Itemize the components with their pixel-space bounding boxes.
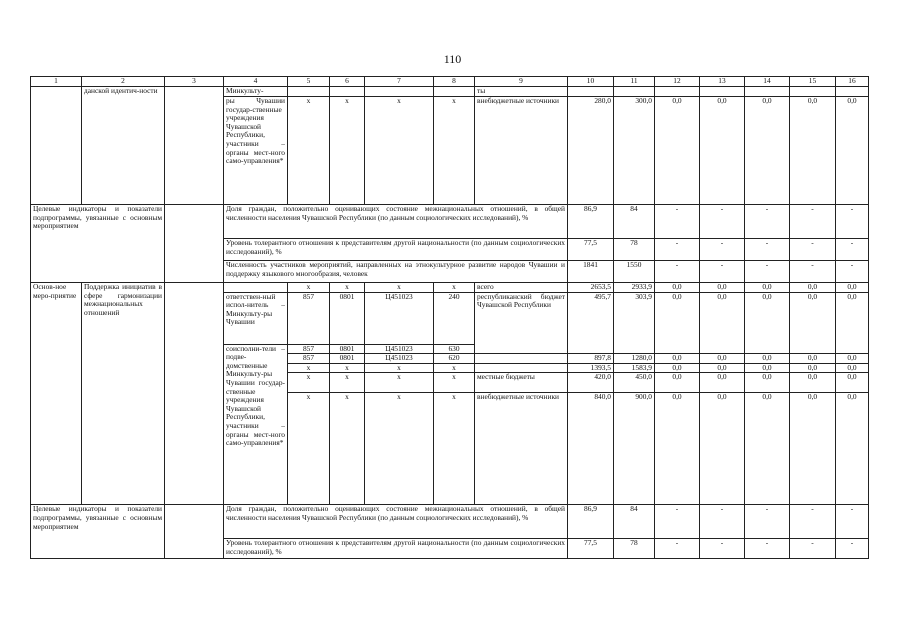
main-event-label: Основ-ное меро-приятие xyxy=(31,283,82,505)
table-cell: 1583,9 xyxy=(614,363,655,373)
table-cell xyxy=(790,87,836,97)
table-cell: 0,0 xyxy=(836,283,869,293)
header-cell: 5 xyxy=(288,77,330,87)
table-cell: 0,0 xyxy=(790,393,836,505)
table-cell: 0,0 xyxy=(745,283,790,293)
table-cell: 77,5 xyxy=(568,539,614,559)
table-cell: - xyxy=(790,539,836,559)
table-cell: x xyxy=(434,363,475,373)
table-cell: 0,0 xyxy=(790,354,836,364)
table-cell: x xyxy=(288,373,330,393)
table-cell: 78 xyxy=(614,239,655,261)
table-cell: 77,5 xyxy=(568,239,614,261)
table-cell: - xyxy=(745,239,790,261)
table-cell: 0,0 xyxy=(655,292,700,354)
table-cell: - xyxy=(790,261,836,283)
table-cell: 857 xyxy=(288,344,330,354)
table-cell: 0,0 xyxy=(790,363,836,373)
table-cell: - xyxy=(655,539,700,559)
table-cell: 240 xyxy=(434,292,475,344)
table-cell xyxy=(434,87,475,97)
table-cell: 0,0 xyxy=(790,373,836,393)
table-cell xyxy=(568,87,614,97)
table-cell: 0,0 xyxy=(700,97,745,205)
table-cell: 840,0 xyxy=(568,393,614,505)
table-cell xyxy=(365,87,434,97)
table-cell: - xyxy=(655,505,700,539)
table-cell: x xyxy=(330,283,365,293)
table-cell xyxy=(745,87,790,97)
main-event-name: Поддержка инициатив в сфере гармонизации межнациональных отношений xyxy=(82,283,165,505)
table-cell: 0,0 xyxy=(700,363,745,373)
table-cell xyxy=(224,283,288,293)
table-cell: 1550 xyxy=(614,261,655,283)
table-cell: 630 xyxy=(434,344,475,354)
table-cell: 0,0 xyxy=(655,97,700,205)
table-cell: 0,0 xyxy=(655,283,700,293)
table-cell: x xyxy=(434,97,475,205)
indicator-text: Численность участников мероприятий, направленных на этнокультурное развитие народов Чувашии и поддержку языкового многообразия, человек xyxy=(224,261,568,283)
table-cell xyxy=(31,87,82,205)
table-cell: x xyxy=(288,97,330,205)
table-cell: 0,0 xyxy=(700,373,745,393)
table-cell: 0,0 xyxy=(790,97,836,205)
table-cell: x xyxy=(330,97,365,205)
table-cell: x xyxy=(288,283,330,293)
header-cell: 15 xyxy=(790,77,836,87)
table-cell xyxy=(165,87,224,205)
table-cell: x xyxy=(365,373,434,393)
table-cell: 84 xyxy=(614,205,655,239)
table-cell: - xyxy=(700,261,745,283)
table-cell: - xyxy=(745,205,790,239)
table-cell: - xyxy=(655,205,700,239)
table-cell xyxy=(475,354,568,364)
table-cell: Ц451023 xyxy=(365,292,434,344)
table-cell: - xyxy=(836,205,869,239)
header-cell: 7 xyxy=(365,77,434,87)
table-cell: 897,8 xyxy=(568,354,614,364)
indicator-text: Доля граждан, положительно оценивающих состояние межнациональных отношений, в общей численности населения Чувашской Республики (по данным социологических исследований), % xyxy=(224,205,568,239)
table-cell xyxy=(288,87,330,97)
header-cell: 4 xyxy=(224,77,288,87)
table-cell: Минкульту- xyxy=(224,87,288,97)
table-cell xyxy=(700,87,745,97)
table-cell: 0,0 xyxy=(836,393,869,505)
table-cell: данской идентич-ности xyxy=(82,87,165,205)
table-cell: 0,0 xyxy=(655,373,700,393)
table-cell: 0,0 xyxy=(655,393,700,505)
table-cell: 86,9 xyxy=(568,205,614,239)
table-cell: ответствен-ный испол-нитель – Минкульту-ры Чувашии xyxy=(224,292,288,344)
indicators-label: Целевые индикаторы и показатели подпрограммы, увязанные с основным мероприятием xyxy=(31,205,165,283)
table-cell: 857 xyxy=(288,292,330,344)
table-cell: 0,0 xyxy=(790,283,836,293)
table-cell: 0,0 xyxy=(836,97,869,205)
table-cell: 2653,5 xyxy=(568,283,614,293)
header-cell: 14 xyxy=(745,77,790,87)
table-cell: 303,9 xyxy=(614,292,655,354)
table-cell: x xyxy=(365,363,434,373)
table-cell: x xyxy=(330,373,365,393)
table-cell: 0,0 xyxy=(836,373,869,393)
table-row xyxy=(31,205,869,239)
table-cell: 620 xyxy=(434,354,475,364)
table-cell: 78 xyxy=(614,539,655,559)
table-cell xyxy=(165,283,224,505)
table-cell: 0801 xyxy=(330,354,365,364)
table-cell: - xyxy=(745,261,790,283)
table-cell: x xyxy=(434,283,475,293)
table-cell: - xyxy=(790,239,836,261)
table-cell xyxy=(475,363,568,373)
table-cell: x xyxy=(288,363,330,373)
table-cell xyxy=(330,87,365,97)
page-number: 110 xyxy=(443,52,462,66)
table-cell: 0,0 xyxy=(836,292,869,354)
header-cell: 9 xyxy=(475,77,568,87)
table-cell xyxy=(836,87,869,97)
table-cell: 0,0 xyxy=(700,292,745,354)
table-cell: ты xyxy=(475,87,568,97)
table-cell: Ц451023 xyxy=(365,344,434,354)
table-cell: 857 xyxy=(288,354,330,364)
table-cell: всего xyxy=(475,283,568,293)
table-cell: 0,0 xyxy=(700,354,745,364)
table-cell: 420,0 xyxy=(568,373,614,393)
table-cell xyxy=(614,87,655,97)
table-cell: - xyxy=(836,505,869,539)
table-cell: 0801 xyxy=(330,344,365,354)
table-cell: 86,9 xyxy=(568,505,614,539)
table-cell: 1393,5 xyxy=(568,363,614,373)
table-cell: 0,0 xyxy=(700,393,745,505)
table-cell: x xyxy=(288,393,330,505)
table-cell: - xyxy=(700,205,745,239)
table-row xyxy=(31,505,869,539)
table-cell: 0801 xyxy=(330,292,365,344)
table-cell: 450,0 xyxy=(614,373,655,393)
header-cell: 3 xyxy=(165,77,224,87)
table-cell: x xyxy=(365,283,434,293)
table-cell: 0,0 xyxy=(655,363,700,373)
table-cell: - xyxy=(836,261,869,283)
table-cell xyxy=(655,87,700,97)
header-cell: 16 xyxy=(836,77,869,87)
table-row xyxy=(31,87,869,97)
header-cell: 1 xyxy=(31,77,82,87)
table-cell: 0,0 xyxy=(836,354,869,364)
table-cell: местные бюджеты xyxy=(475,373,568,393)
table-cell: Ц451023 xyxy=(365,354,434,364)
table-cell: x xyxy=(330,393,365,505)
table-cell: 280,0 xyxy=(568,97,614,205)
table-cell: x xyxy=(365,97,434,205)
header-cell: 2 xyxy=(82,77,165,87)
table-cell: соисполни-тели – подве-домственные Минкульту-ры Чувашии государ-ственные учреждения Чувашской Республики, участники – органы мест-ного само-управления* xyxy=(224,344,288,505)
table-header-row xyxy=(31,77,869,87)
table-cell: - xyxy=(745,505,790,539)
indicator-text: Уровень толерантного отношения к представителям другой национальности (по данным социологических исследований), % xyxy=(224,239,568,261)
header-cell: 13 xyxy=(700,77,745,87)
table-cell: 0,0 xyxy=(745,292,790,354)
table-cell: 900,0 xyxy=(614,393,655,505)
header-cell: 12 xyxy=(655,77,700,87)
table-cell: - xyxy=(655,239,700,261)
table-cell: внебюджетные источники xyxy=(475,97,568,205)
table-cell: x xyxy=(434,393,475,505)
table-cell xyxy=(165,505,224,559)
table-cell: 0,0 xyxy=(745,373,790,393)
table-cell: 0,0 xyxy=(745,363,790,373)
table-cell: 300,0 xyxy=(614,97,655,205)
table-cell: x xyxy=(434,373,475,393)
table-cell: 0,0 xyxy=(745,97,790,205)
header-cell: 10 xyxy=(568,77,614,87)
table-cell: 1841 xyxy=(568,261,614,283)
table-cell: - xyxy=(790,205,836,239)
table-cell: 2933,9 xyxy=(614,283,655,293)
table-cell: - xyxy=(700,539,745,559)
table-cell: - xyxy=(790,505,836,539)
table-cell: 0,0 xyxy=(655,354,700,364)
table-cell: 495,7 xyxy=(568,292,614,354)
table-cell: - xyxy=(700,505,745,539)
table-cell: 0,0 xyxy=(745,354,790,364)
header-cell: 6 xyxy=(330,77,365,87)
table-cell: - xyxy=(745,539,790,559)
indicator-text: Доля граждан, положительно оценивающих состояние межнациональных отношений, в общей численности населения Чувашской Республики (по данным социологических исследований), % xyxy=(224,505,568,539)
indicators-label: Целевые индикаторы и показатели подпрограммы, увязанные с основным мероприятием xyxy=(31,505,165,559)
table-cell: республиканский бюджет Чувашской Республики xyxy=(475,292,568,354)
table-cell: 84 xyxy=(614,505,655,539)
table-cell: 1280,0 xyxy=(614,354,655,364)
table-cell: - xyxy=(655,261,700,283)
table-cell xyxy=(165,205,224,283)
table-cell: x xyxy=(330,363,365,373)
table-cell: - xyxy=(836,539,869,559)
table-cell: 0,0 xyxy=(700,283,745,293)
table-row xyxy=(31,283,869,293)
table-cell: - xyxy=(836,239,869,261)
table-cell: внебюджетные источники xyxy=(475,393,568,505)
header-cell: 8 xyxy=(434,77,475,87)
indicator-text: Уровень толерантного отношения к представителям другой национальности (по данным социологических исследований), % xyxy=(224,539,568,559)
table-cell: 0,0 xyxy=(790,292,836,354)
table-cell: - xyxy=(700,239,745,261)
header-cell: 11 xyxy=(614,77,655,87)
table-cell: 0,0 xyxy=(745,393,790,505)
budget-table xyxy=(30,76,869,559)
table-cell: ры Чувашии государ-ственные учреждения Чувашской Республики, участники – органы мест-ного само-управления* xyxy=(224,97,288,205)
table-cell: 0,0 xyxy=(836,363,869,373)
table-cell: x xyxy=(365,393,434,505)
